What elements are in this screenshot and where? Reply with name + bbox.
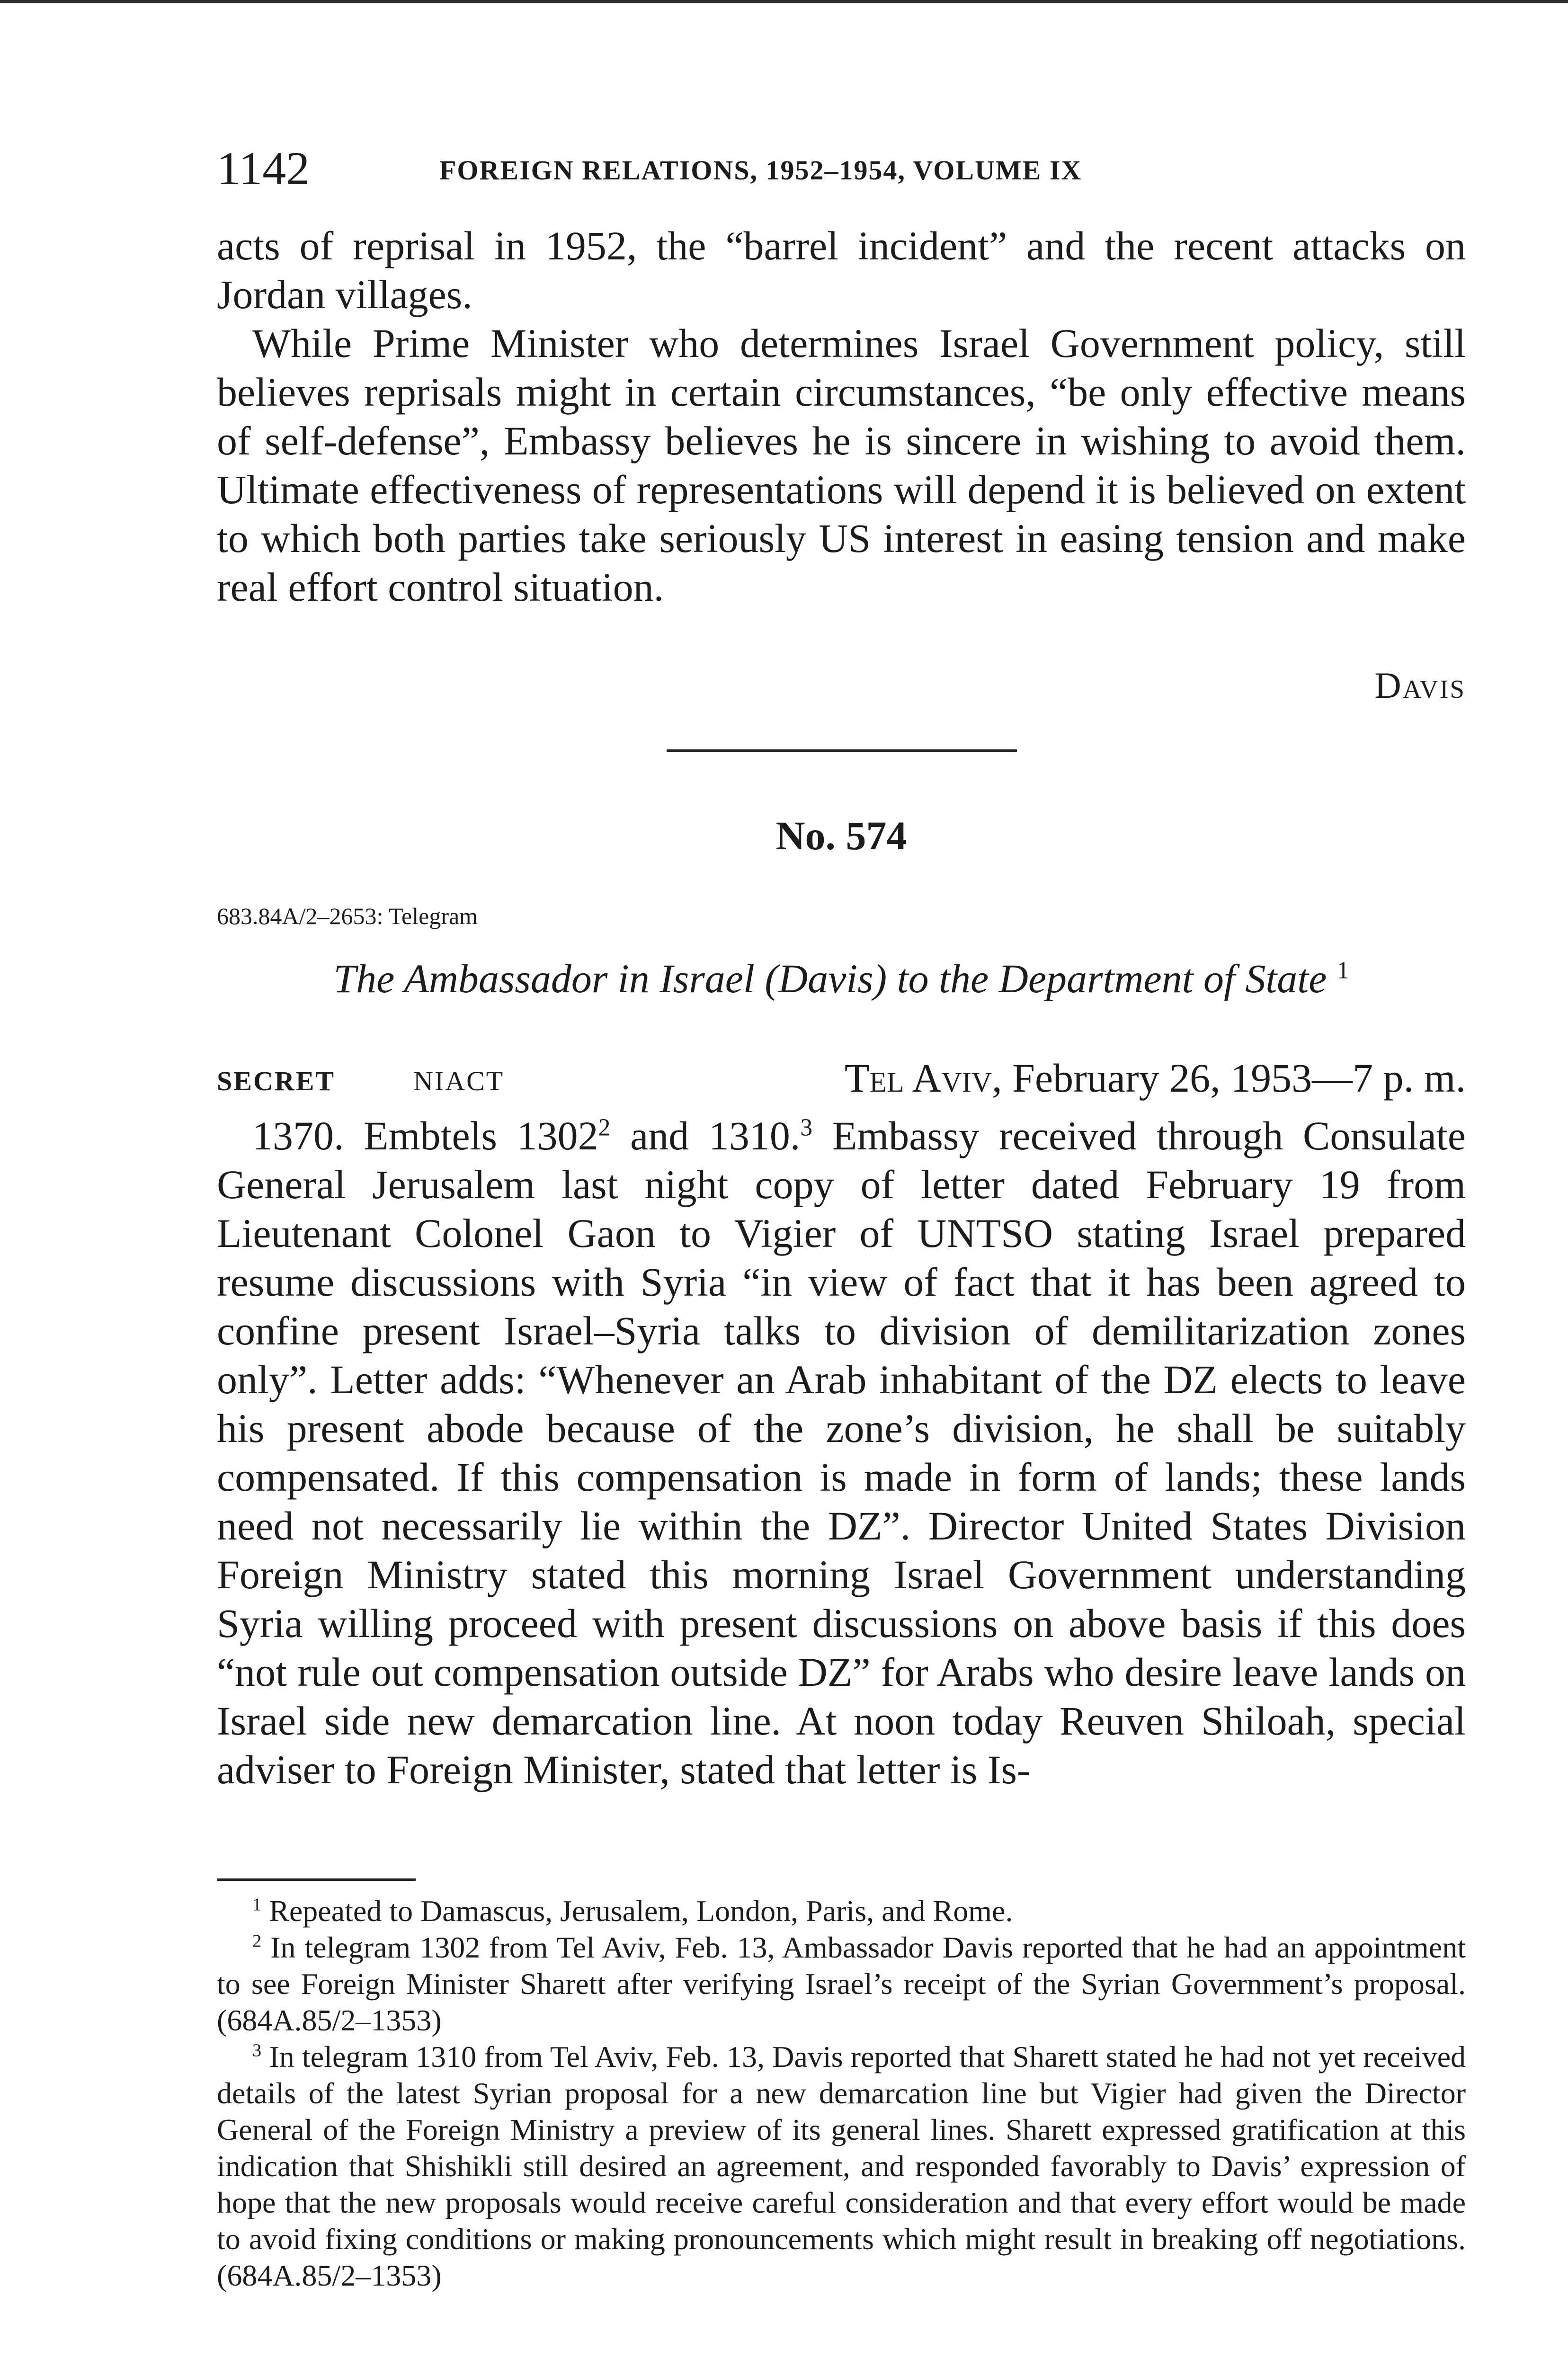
footnote-rule <box>217 1878 416 1881</box>
footnote-2-number: 2 <box>252 1931 262 1951</box>
footnote-3-number: 3 <box>252 2040 262 2061</box>
footnote-3-text: In telegram 1310 from Tel Aviv, Feb. 13, Davis reported that Sharett stated he had not yet received details of the latest Syrian proposal for a new demarcation line but Vigier had given the Director General of the Foreign Ministry a preview of its general lines. Sharett expressed gratification at this indication that Shishikli still desired an agreement, and responded favorably to Davis’ expression of hope that the new proposals would receive careful consideration and that every effort would be made to avoid fixing conditions or making pronouncements which might result in breaking off negotiations. (684A.85/2–1353) <box>217 2040 1466 2292</box>
top-edge-rule <box>0 0 1568 3</box>
telegram-meta-line <box>217 1052 1466 1104</box>
footnotes <box>217 1893 1466 2294</box>
place: Tel Aviv <box>844 1055 992 1101</box>
previous-document-signature: Davis <box>1374 665 1466 706</box>
place-and-date <box>845 1052 1466 1104</box>
page-number: 1142 <box>217 142 310 195</box>
running-header <box>217 140 1466 197</box>
file-reference: 683.84A/2–2653: Telegram <box>217 903 478 929</box>
previous-document-paragraph-1: acts of reprisal in 1952, the “barrel incident” and the recent attacks on Jordan villages. <box>217 223 1466 317</box>
date: , February 26, 1953—7 p. m. <box>992 1055 1466 1101</box>
document-title <box>217 952 1466 1005</box>
telegram-body-start: 1370. Embtels 1302 <box>252 1113 598 1158</box>
document-title-text: The Ambassador in Israel (Davis) to the Department of State <box>333 956 1327 1001</box>
footnote-2 <box>217 1929 1466 2038</box>
footnote-1 <box>217 1893 1466 1929</box>
footnote-2-text: In telegram 1302 from Tel Aviv, Feb. 13, Ambassador Davis reported that he had an appointment to see Foreign Minister Sharett after verifying Israel’s receipt of the Syrian Government’s proposal. (684A.85/2–1353) <box>217 1931 1466 2037</box>
telegram-body-rest: Embassy received through Consulate General Jerusalem last night copy of letter dated February 19 from Lieutenant Colonel Gaon to Vigier of UNTSO stating Israel prepared resume discussions with Syria “in view of fact that it has been agreed to confine present Israel–Syria talks to division of demilitarization zones only”. Letter adds: “Whenever an Arab inhabitant of the DZ elects to leave his present abode because of the zone’s division, he shall be suitably compensated. If this compensation is made in form of lands; these lands need not necessarily lie within the DZ”. Director United States Division Foreign Ministry stated this morning Israel Government understanding Syria willing proceed with present discussions on above basis if this does “not rule out compensation outside DZ” for Arabs who desire leave lands on Israel side new demarcation line. At noon today Reuven Shiloah, special adviser to Foreign Minister, stated that letter is Is- <box>217 1113 1466 1792</box>
telegram-body-and: and 1310. <box>610 1113 801 1158</box>
document-separator-rule <box>667 749 1017 752</box>
footnote-1-text: Repeated to Damascus, Jerusalem, London, Paris, and Rome. <box>269 1894 1013 1928</box>
telegram-body <box>217 1112 1466 1794</box>
footnote-1-number: 1 <box>252 1895 262 1915</box>
classification-label: SECRET <box>217 1066 336 1096</box>
footnote-3 <box>217 2038 1466 2294</box>
document-number: No. 574 <box>775 813 907 858</box>
footnote-ref-3: 3 <box>800 1114 813 1141</box>
footnote-ref-2: 2 <box>598 1114 611 1141</box>
precedence-label: NIACT <box>413 1066 505 1096</box>
footnote-ref-1: 1 <box>1336 957 1349 984</box>
previous-document-paragraph-2: While Prime Minister who determines Israel Government policy, still believes reprisals might in certain circumstances, “be only effective means of self-defense”, Embassy believes he is sincere in wishing to avoid them. Ultimate effectiveness of representations will depend it is believed on extent to which both parties take seriously US interest in easing tension and make real effort control situation. <box>217 320 1466 610</box>
running-title: FOREIGN RELATIONS, 1952–1954, VOLUME IX <box>439 155 1082 186</box>
